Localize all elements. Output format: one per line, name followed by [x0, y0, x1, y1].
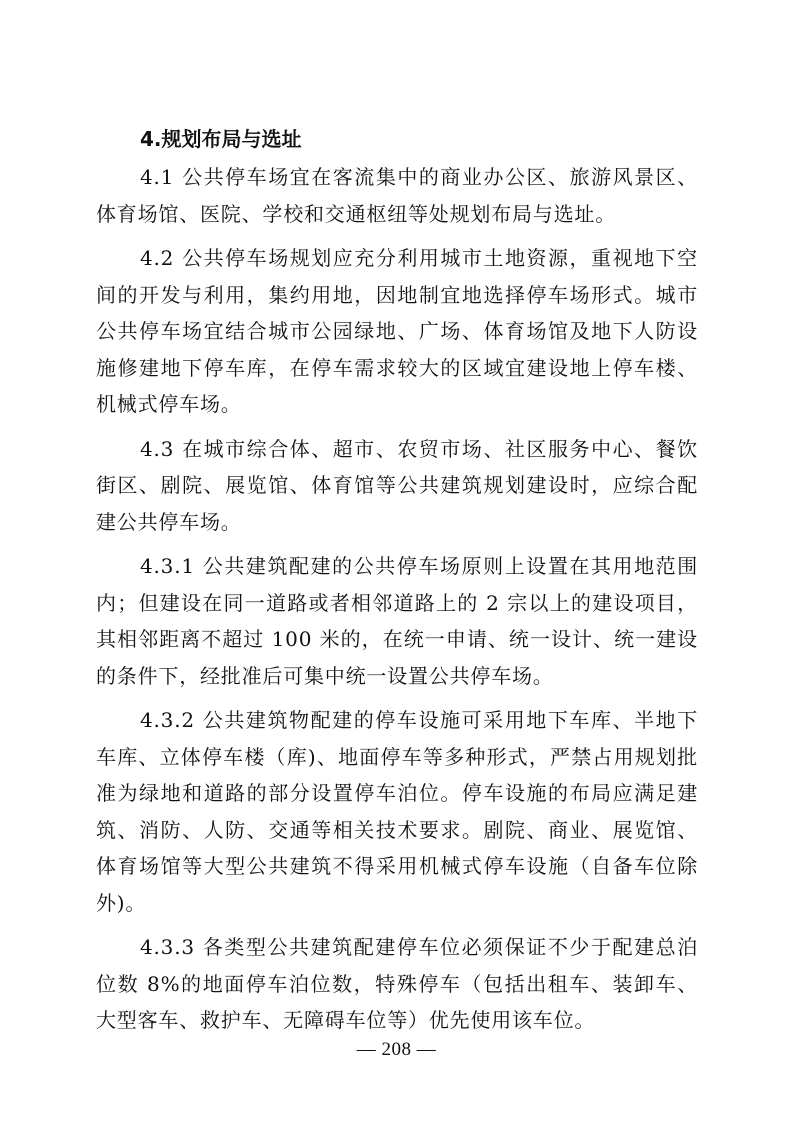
- paragraph-4-3-1: 4.3.1 公共建筑配建的公共停车场原则上设置在其用地范围内；但建设在同一道路或者相邻道路上的 2 宗以上的建设项目，其相邻距离不超过 100 米的，在统一申请、统一设计、统一建设的条件下，经批准后可集中统一设置公共停车场。: [96, 554, 698, 688]
- section-heading: 4.规划布局与选址: [140, 127, 302, 151]
- paragraph-4-3-3: 4.3.3 各类型公共建筑配建停车位必须保证不少于配建总泊位数 8%的地面停车泊位数，特殊停车（包括出租车、装卸车、大型客车、救护车、无障碍车位等）优先使用该车位。: [96, 935, 698, 1032]
- paragraph-4-3: 4.3 在城市综合体、超市、农贸市场、社区服务中心、餐饮街区、剧院、展览馆、体育馆等公共建筑规划建设时，应综合配建公共停车场。: [96, 436, 698, 534]
- document-body: [96, 123, 698, 1047]
- paragraph-4-3-2: 4.3.2 公共建筑物配建的停车设施可采用地下车库、半地下车库、立体停车楼（库)、地面停车等多种形式，严禁占用规划批准为绿地和道路的部分设置停车泊位。停车设施的布局应满足建筑、消防、人防、交通等相关技术要求。剧院、商业、展览馆、体育场馆等大型公共建筑不得采用机械式停车设施（自备车位除外)。: [96, 708, 698, 915]
- page-number: — 208 —: [356, 1039, 437, 1060]
- paragraph-4-2: 4.2 公共停车场规划应充分利用城市土地资源，重视地下空间的开发与利用，集约用地，因地制宜地选择停车场形式。城市公共停车场宜结合城市公园绿地、广场、体育场馆及地下人防设施修建地下停车库，在停车需求较大的区域宜建设地上停车楼、机械式停车场。: [96, 246, 698, 416]
- paragraph-4-1: 4.1 公共停车场宜在客流集中的商业办公区、旅游风景区、体育场馆、医院、学校和交通枢纽等处规划布局与选址。: [96, 165, 698, 226]
